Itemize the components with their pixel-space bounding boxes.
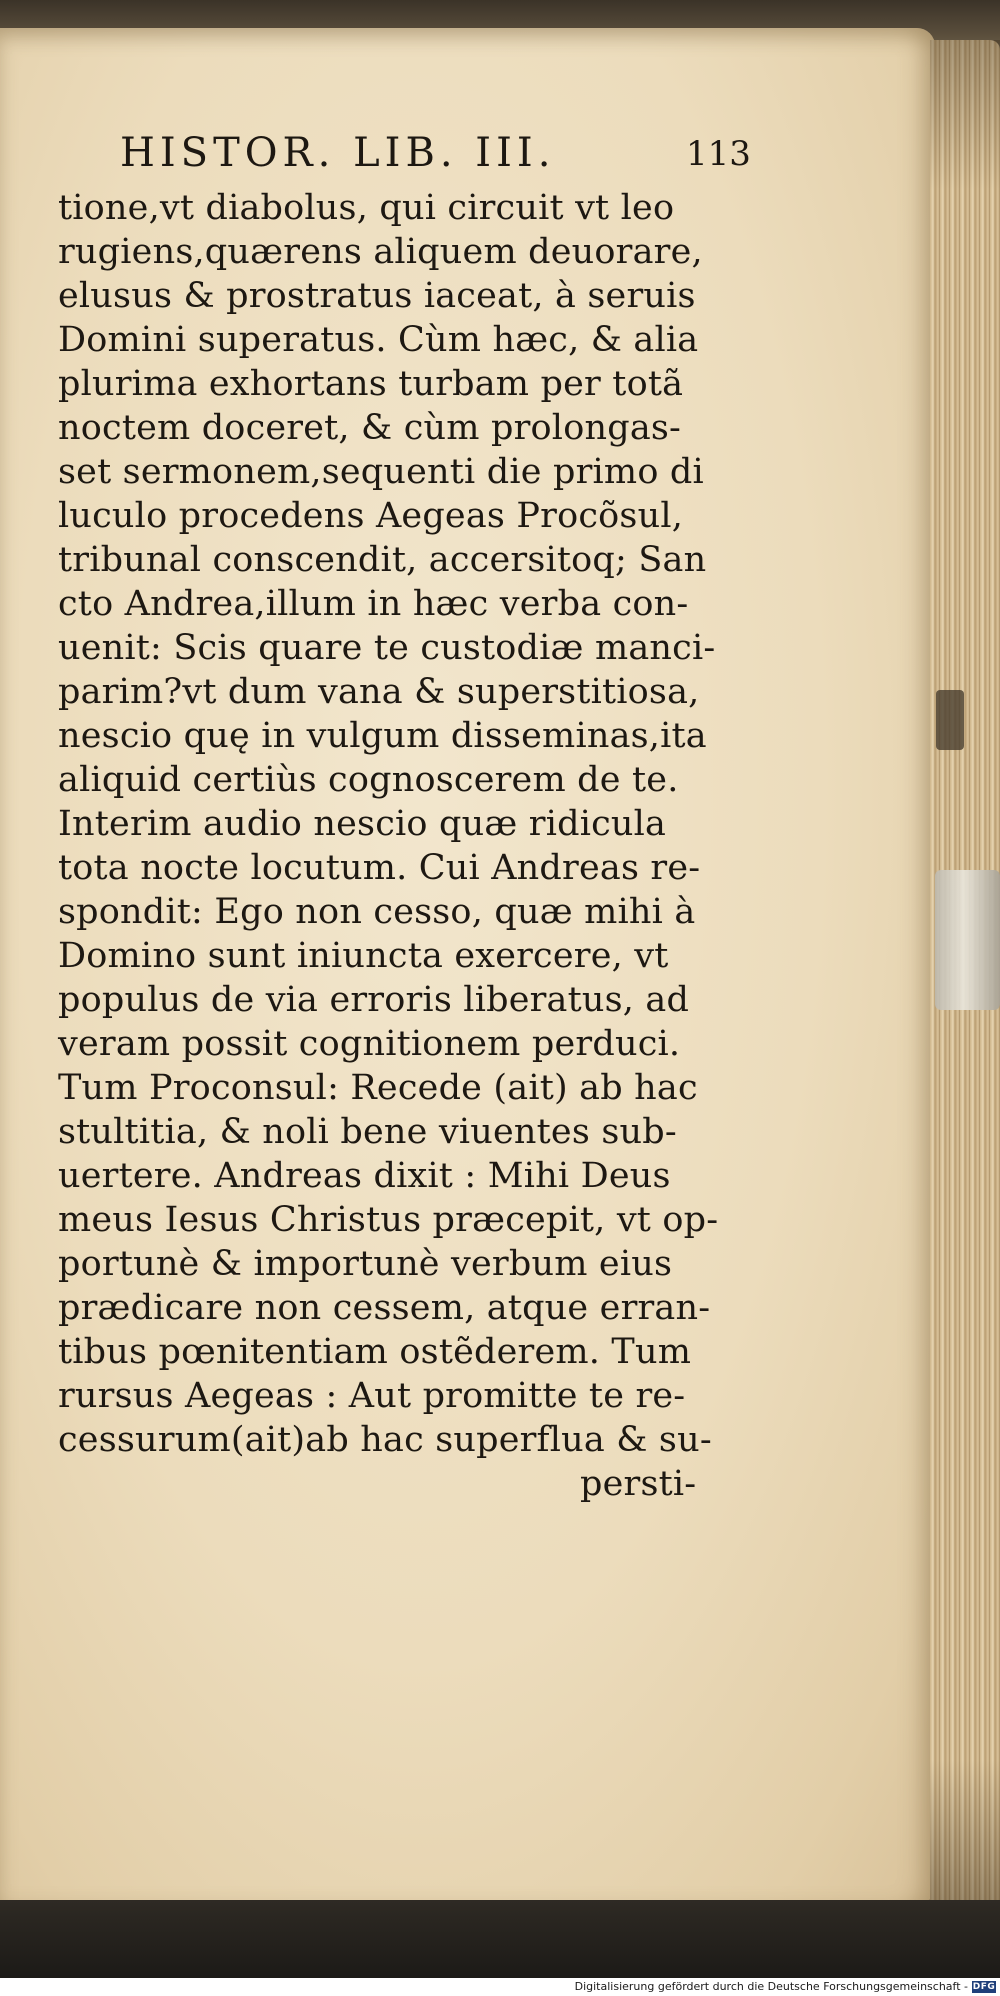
text-line: luculo procedens Aegeas Procõsul,	[58, 496, 684, 536]
bookmark-ribbon	[935, 870, 1000, 1010]
text-line: rursus Aegeas : Aut promitte te re-	[58, 1376, 686, 1416]
text-line: elusus & prostratus iaceat, à seruis	[58, 276, 696, 316]
scan-background-bottom	[0, 1900, 1000, 1978]
text-line: parim?vt dum vana & superstitiosa,	[58, 672, 700, 712]
text-line: set sermonem,sequenti die primo di	[58, 452, 704, 492]
edge-tab-mark	[936, 690, 964, 750]
text-line: portunè & importunè verbum eius	[58, 1244, 673, 1284]
text-line: tribunal conscendit, accersitoq; San	[58, 540, 707, 580]
text-line: spondit: Ego non cesso, quæ mihi à	[58, 892, 696, 932]
text-line: plurima exhortans turbam per totã	[58, 364, 684, 404]
digitization-credit	[0, 1978, 1000, 1996]
text-line: uenit: Scis quare te custodiæ manci-	[58, 628, 716, 668]
text-line: tota nocte locutum. Cui Andreas re-	[58, 848, 701, 888]
credit-text: Digitalisierung gefördert durch die Deutsche Forschungsgemeinschaft -	[574, 1980, 968, 1993]
page-number: 113	[686, 134, 751, 174]
running-head: HISTOR. LIB. III.	[120, 130, 556, 176]
text-line: cto Andrea,illum in hæc verba con-	[58, 584, 689, 624]
text-line: Interim audio nescio quæ ridicula	[58, 804, 667, 844]
text-line: rugiens,quærens aliquem deuorare,	[58, 232, 703, 272]
text-line: cessurum(ait)ab hac superflua & su-	[58, 1420, 712, 1460]
dfg-logo: DFG	[972, 1982, 996, 1992]
text-line: prædicare non cessem, atque erran-	[58, 1288, 711, 1328]
page-header	[58, 130, 751, 186]
text-line: tione,vt diabolus, qui circuit vt leo	[58, 188, 675, 228]
page-text-block	[58, 130, 751, 1506]
catchword: persti-	[580, 1464, 697, 1504]
text-line: aliquid certiùs cognoscerem de te.	[58, 760, 679, 800]
text-line: populus de via erroris liberatus, ad	[58, 980, 690, 1020]
text-line: meus Iesus Christus præcepit, vt op-	[58, 1200, 719, 1240]
text-line: uertere. Andreas dixit : Mihi Deus	[58, 1156, 671, 1196]
text-line: Domini superatus. Cùm hæc, & alia	[58, 320, 699, 360]
body-text	[58, 186, 718, 1506]
text-line: Domino sunt iniuncta exercere, vt	[58, 936, 669, 976]
text-line: Tum Proconsul: Recede (ait) ab hac	[58, 1068, 698, 1108]
text-line: tibus pœnitentiam ostẽderem. Tum	[58, 1332, 692, 1372]
text-line: veram possit cognitionem perduci.	[58, 1024, 681, 1064]
text-line: stultitia, & noli bene viuentes sub-	[58, 1112, 677, 1152]
text-line: noctem doceret, & cùm prolongas-	[58, 408, 682, 448]
text-line: nescio quę in vulgum disseminas,ita	[58, 716, 707, 756]
